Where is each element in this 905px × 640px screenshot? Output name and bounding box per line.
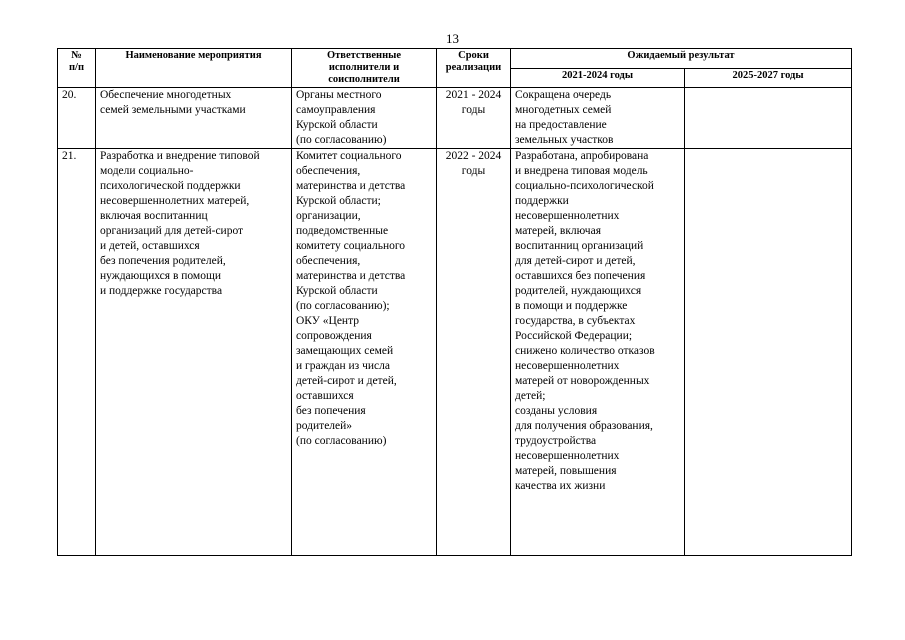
header-expected-result: Ожидаемый результат bbox=[511, 49, 852, 69]
header-name: Наименование мероприятия bbox=[96, 49, 292, 88]
table-header-row bbox=[58, 49, 852, 69]
header-num: № п/п bbox=[58, 49, 96, 88]
row-num: 21. bbox=[58, 149, 96, 556]
page-number: 13 bbox=[446, 31, 459, 46]
table-row bbox=[58, 149, 852, 556]
measures-table bbox=[57, 48, 852, 556]
row-result-1: Разработана, апробирована и внедрена типовая модель социально-психологической поддержки несовершеннолетних матерей, включая воспитанниц организаций для детей-сирот и детей, оставшихся без попечения родителей, нуждающихся в помощи и поддержке государства, в субъектах Российской Федерации; снижено количество отказов несовершеннолетних матерей от новорожденных детей; созданы условия для получения образования, трудоустройства несовершеннолетних матерей, повышения качества их жизни bbox=[511, 149, 685, 556]
row-name: Разработка и внедрение типовой модели социально- психологической поддержки несовершеннолетних матерей, включая воспитанниц организаций для детей-сирот и детей, оставшихся без попечения родителей, нуждающихся в помощи и поддержке государства bbox=[96, 149, 292, 556]
table-row bbox=[58, 88, 852, 149]
row-result-2 bbox=[685, 88, 852, 149]
row-result-1: Сокращена очередь многодетных семей на предоставление земельных участков bbox=[511, 88, 685, 149]
row-result-2 bbox=[685, 149, 852, 556]
row-executors: Органы местного самоуправления Курской области (по согласованию) bbox=[292, 88, 437, 149]
row-num: 20. bbox=[58, 88, 96, 149]
header-executors: Ответственные исполнители и соисполнители bbox=[292, 49, 437, 88]
header-terms: Сроки реализации bbox=[437, 49, 511, 88]
row-name: Обеспечение многодетных семей земельными участками bbox=[96, 88, 292, 149]
header-period-2: 2025-2027 годы bbox=[685, 68, 852, 88]
row-executors: Комитет социального обеспечения, материнства и детства Курской области; организации, подведомственные комитету социального обеспечения, материнства и детства Курской области (по согласованию); ОКУ «Центр сопровождения замещающих семей и граждан из числа детей-сирот и детей, оставшихся без попечения родителей» (по согласованию) bbox=[292, 149, 437, 556]
header-period-1: 2021-2024 годы bbox=[511, 68, 685, 88]
row-terms: 2022 - 2024 годы bbox=[437, 149, 511, 556]
row-terms: 2021 - 2024 годы bbox=[437, 88, 511, 149]
